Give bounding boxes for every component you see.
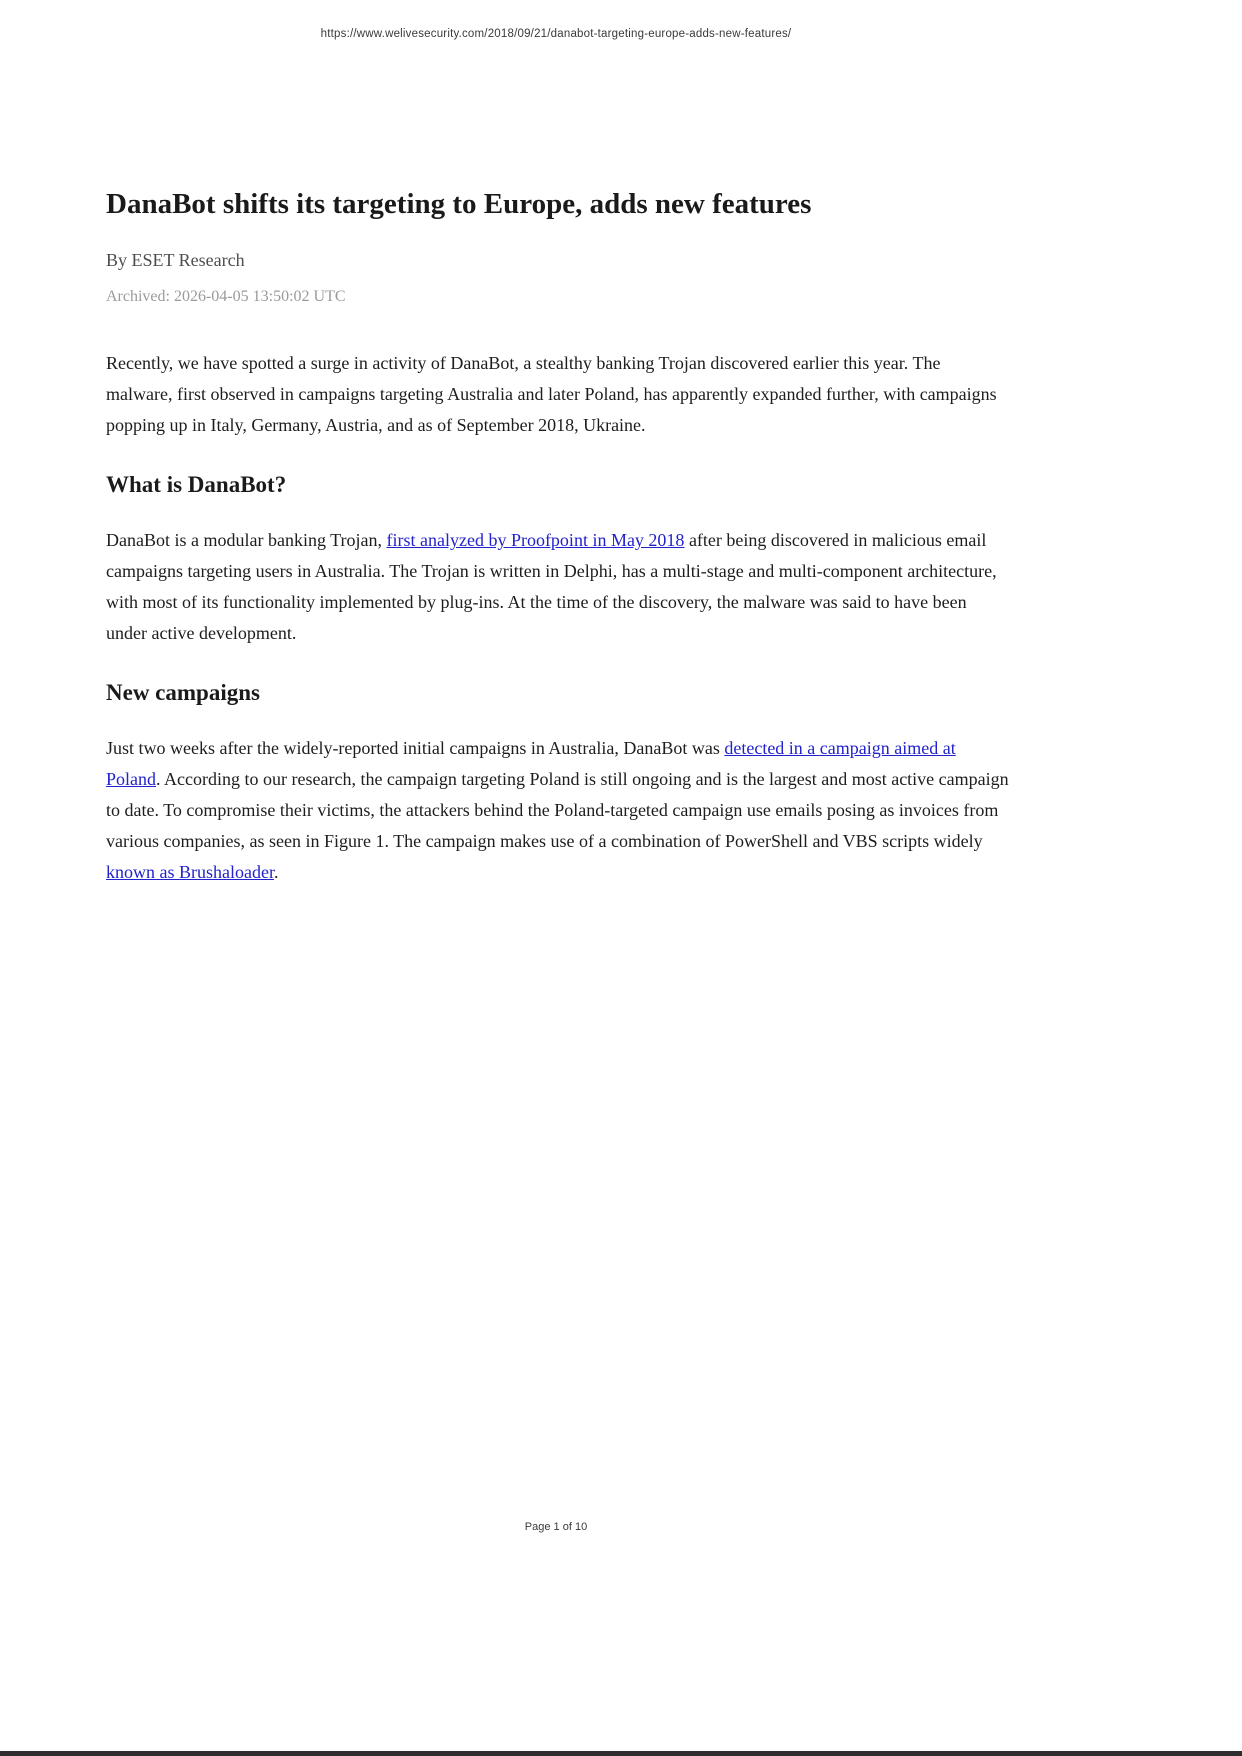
new-campaigns-paragraph	[106, 733, 1011, 888]
archive-url-header	[106, 28, 1006, 40]
text-run: .	[273, 862, 279, 882]
article-content	[106, 186, 1011, 918]
page-bottom-edge	[0, 1751, 1242, 1756]
source-url: https://www.welivesecurity.com/2018/09/21/danabot-targeting-europe-adds-new-features/	[320, 28, 792, 40]
page-footer	[106, 1521, 1006, 1533]
archived-timestamp: Archived: 2026-04-05 13:50:02 UTC	[106, 288, 346, 305]
what-is-danabot-paragraph	[106, 525, 1011, 649]
text-run: . According to our research, the campaign targeting Poland is still ongoing and is the largest and most active campaign to date. To compromise their victims, the attackers behind the Poland-targeted campaign use emails posing as invoices from various companies, as seen in Figure 1. The campaign makes use of a combination of PowerShell and VBS scripts widely	[106, 769, 1009, 851]
intro-paragraph: Recently, we have spotted a surge in activity of DanaBot, a stealthy banking Trojan discovered earlier this year. The malware, first observed in campaigns targeting Australia and later Poland, has apparently expanded further, with campaigns popping up in Italy, Germany, Austria, and as of September 2018, Ukraine.	[106, 353, 997, 435]
section-heading-new-campaigns: New campaigns	[106, 680, 260, 705]
section-heading-what-is-danabot: What is DanaBot?	[106, 472, 287, 497]
text-run: Just two weeks after the widely-reported initial campaigns in Australia, DanaBot was	[106, 738, 725, 758]
article-title: DanaBot shifts its targeting to Europe, adds new features	[106, 188, 812, 220]
article-byline: By ESET Research	[106, 250, 245, 270]
page-number: Page 1 of 10	[524, 1521, 588, 1533]
link-brushaloader[interactable]: known as Brushaloader	[106, 862, 274, 882]
link-proofpoint-analysis[interactable]: first analyzed by Proofpoint in May 2018	[386, 530, 685, 550]
text-run: DanaBot is a modular banking Trojan,	[106, 530, 387, 550]
link-campaign-aimed-at-poland[interactable]: detected in a campaign aimed at Poland	[106, 738, 956, 789]
text-run: after being discovered in malicious email campaigns targeting users in Australia. The Trojan is written in Delphi, has a multi-stage and multi-component architecture, with most of its functionality implemented by plug-ins. At the time of the discovery, the malware was said to have been under active development.	[106, 530, 997, 643]
